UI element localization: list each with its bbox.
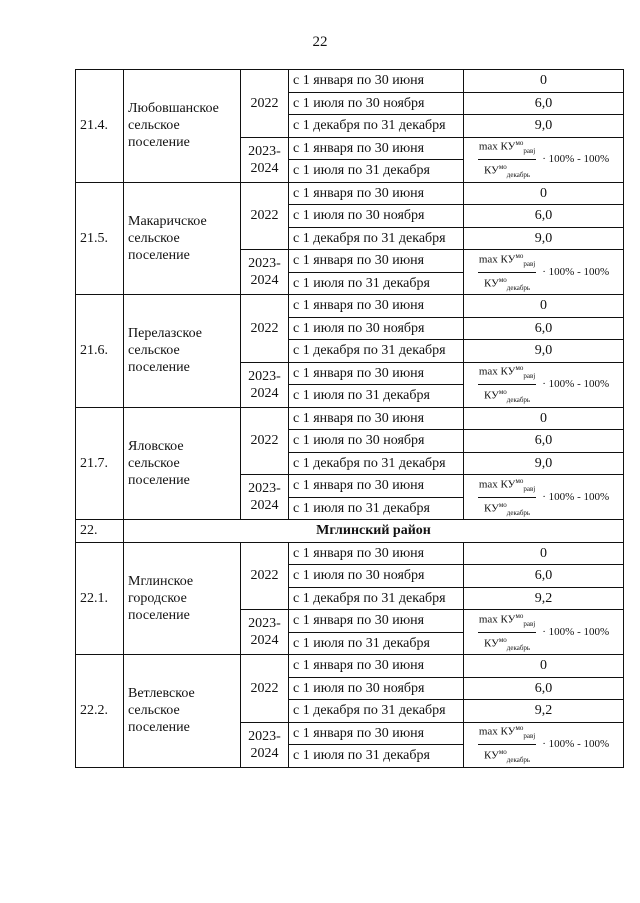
- year-range-cell: 2023- 2024: [241, 362, 289, 407]
- period-cell: с 1 июля по 31 декабря: [289, 632, 464, 655]
- period-cell: с 1 июля по 31 декабря: [289, 272, 464, 295]
- row-number: 21.6.: [76, 295, 124, 408]
- formula-numerator: [478, 722, 536, 745]
- value-cell: 9,2: [464, 700, 624, 723]
- formula-fraction: [478, 722, 536, 767]
- formula-sub: равj: [523, 619, 536, 628]
- value-cell: 6,0: [464, 430, 624, 453]
- formula-tail: · 100% - 100%: [542, 378, 610, 390]
- district-number: 22.: [76, 520, 124, 543]
- value-cell: 0: [464, 542, 624, 565]
- formula-ku: КУ: [483, 277, 499, 290]
- formula-numerator: [478, 137, 536, 160]
- tariff-formula: [468, 611, 619, 653]
- formula-ku: КУ: [500, 613, 516, 626]
- formula-ku: КУ: [500, 140, 516, 153]
- period-cell: с 1 января по 30 июня: [289, 610, 464, 633]
- formula-sub: равj: [523, 732, 536, 740]
- formula-sub: декабрь: [506, 395, 531, 404]
- formula-max: max: [478, 725, 498, 738]
- formula-sup: мо: [498, 163, 507, 171]
- value-cell: 6,0: [464, 317, 624, 340]
- value-cell: 9,0: [464, 115, 624, 138]
- tariff-formula: [468, 139, 619, 181]
- period-cell: с 1 января по 30 июня: [289, 407, 464, 430]
- formula-cell: [464, 475, 624, 520]
- formula-sub: декабрь: [506, 643, 531, 652]
- table-row: [76, 655, 624, 678]
- formula-sub: декабрь: [506, 170, 531, 179]
- formula-numerator: [478, 250, 536, 273]
- table-row: [76, 70, 624, 93]
- formula-denominator: [484, 745, 530, 767]
- formula-sup: мо: [515, 139, 524, 148]
- formula-fraction: [478, 137, 536, 182]
- period-cell: с 1 декабря по 31 декабря: [289, 587, 464, 610]
- period-cell: с 1 июля по 31 декабря: [289, 497, 464, 520]
- formula-numerator: [478, 610, 536, 633]
- period-cell: с 1 декабря по 31 декабря: [289, 227, 464, 250]
- period-cell: с 1 января по 30 июня: [289, 137, 464, 160]
- row-number: 22.1.: [76, 542, 124, 655]
- formula-fraction: [478, 362, 536, 407]
- formula-denominator: [484, 385, 530, 407]
- row-number: 21.4.: [76, 70, 124, 183]
- formula-ku: КУ: [483, 749, 499, 762]
- formula-sup: мо: [515, 724, 524, 733]
- tariff-table-body: [76, 70, 624, 768]
- formula-tail: · 100% - 100%: [542, 265, 610, 278]
- period-cell: с 1 января по 30 июня: [289, 362, 464, 385]
- tariff-formula: [468, 364, 619, 406]
- period-cell: с 1 января по 30 июня: [289, 295, 464, 318]
- formula-max: max: [478, 613, 498, 626]
- period-cell: с 1 июля по 31 декабря: [289, 745, 464, 768]
- row-number: 21.5.: [76, 182, 124, 295]
- value-cell: 0: [464, 655, 624, 678]
- value-cell: 6,0: [464, 92, 624, 115]
- formula-cell: [464, 250, 624, 295]
- formula-denominator: [484, 160, 530, 182]
- formula-ku: КУ: [483, 389, 499, 402]
- year-cell: 2022: [241, 295, 289, 363]
- formula-sub: равj: [523, 372, 536, 380]
- formula-tail: · 100% - 100%: [542, 625, 610, 638]
- period-cell: с 1 декабря по 31 декабря: [289, 115, 464, 138]
- value-cell: 0: [464, 407, 624, 430]
- formula-ku: КУ: [500, 725, 516, 738]
- formula-sup: мо: [515, 364, 524, 373]
- formula-sup: мо: [498, 275, 507, 284]
- value-cell: 9,0: [464, 227, 624, 250]
- formula-denominator: [484, 633, 530, 655]
- settlement-name: Любовшанское сельское поселение: [124, 70, 241, 183]
- year-range-cell: 2023- 2024: [241, 250, 289, 295]
- settlement-name: Ветлевское сельское поселение: [124, 655, 241, 768]
- formula-ku: КУ: [483, 502, 499, 515]
- formula-max: max: [478, 478, 498, 491]
- period-cell: с 1 января по 30 июня: [289, 475, 464, 498]
- year-cell: 2022: [241, 655, 289, 723]
- year-cell: 2022: [241, 542, 289, 610]
- value-cell: 0: [464, 70, 624, 93]
- table-row: [76, 182, 624, 205]
- formula-numerator: [478, 362, 536, 385]
- formula-denominator: [484, 273, 530, 295]
- table-row: [76, 407, 624, 430]
- tariff-formula: [468, 476, 619, 518]
- row-number: 22.2.: [76, 655, 124, 768]
- settlement-name: Перелазское сельское поселение: [124, 295, 241, 408]
- period-cell: с 1 декабря по 31 декабря: [289, 700, 464, 723]
- formula-ku: КУ: [483, 164, 499, 177]
- formula-ku: КУ: [500, 478, 516, 491]
- formula-sup: мо: [515, 611, 524, 620]
- formula-sub: равj: [523, 484, 536, 493]
- period-cell: с 1 декабря по 31 декабря: [289, 452, 464, 475]
- formula-denominator: [484, 498, 530, 520]
- formula-max: max: [478, 140, 498, 153]
- value-cell: 9,2: [464, 587, 624, 610]
- formula-sup: мо: [515, 251, 524, 260]
- period-cell: с 1 июля по 30 ноября: [289, 92, 464, 115]
- formula-fraction: [478, 250, 536, 295]
- value-cell: 6,0: [464, 677, 624, 700]
- value-cell: 6,0: [464, 205, 624, 228]
- year-cell: 2022: [241, 70, 289, 138]
- settlement-name: Макаричское сельское поселение: [124, 182, 241, 295]
- value-cell: 6,0: [464, 565, 624, 588]
- formula-tail: · 100% - 100%: [542, 490, 610, 503]
- period-cell: с 1 июля по 31 декабря: [289, 385, 464, 408]
- district-row: [76, 520, 624, 543]
- formula-sub: равj: [523, 147, 536, 155]
- formula-sup: мо: [515, 476, 524, 485]
- period-cell: с 1 июля по 30 ноября: [289, 677, 464, 700]
- year-cell: 2022: [241, 407, 289, 475]
- settlement-name: Яловское сельское поселение: [124, 407, 241, 520]
- value-cell: 0: [464, 295, 624, 318]
- formula-ku: КУ: [483, 637, 499, 650]
- district-name: Мглинский район: [124, 520, 624, 543]
- value-cell: 9,0: [464, 340, 624, 363]
- year-range-cell: 2023- 2024: [241, 722, 289, 767]
- period-cell: с 1 июля по 30 ноября: [289, 430, 464, 453]
- tariff-table: [75, 69, 624, 768]
- value-cell: 9,0: [464, 452, 624, 475]
- period-cell: с 1 января по 30 июня: [289, 182, 464, 205]
- formula-sup: мо: [498, 500, 507, 509]
- formula-sub: декабрь: [506, 755, 531, 764]
- formula-ku: КУ: [500, 253, 516, 266]
- formula-sup: мо: [498, 388, 507, 396]
- period-cell: с 1 января по 30 июня: [289, 70, 464, 93]
- formula-sub: декабрь: [506, 283, 531, 292]
- year-range-cell: 2023- 2024: [241, 610, 289, 655]
- formula-numerator: [478, 475, 536, 498]
- formula-fraction: [478, 475, 536, 520]
- year-range-cell: 2023- 2024: [241, 475, 289, 520]
- period-cell: с 1 января по 30 июня: [289, 250, 464, 273]
- formula-max: max: [478, 365, 498, 378]
- formula-cell: [464, 722, 624, 767]
- period-cell: с 1 июля по 30 ноября: [289, 565, 464, 588]
- year-cell: 2022: [241, 182, 289, 250]
- tariff-formula: [468, 724, 619, 766]
- period-cell: с 1 января по 30 июня: [289, 655, 464, 678]
- formula-sub: декабрь: [506, 508, 531, 517]
- tariff-formula: [468, 251, 619, 293]
- settlement-name: Мглинское городское поселение: [124, 542, 241, 655]
- formula-cell: [464, 610, 624, 655]
- period-cell: с 1 января по 30 июня: [289, 542, 464, 565]
- formula-sup: мо: [498, 748, 507, 756]
- formula-tail: · 100% - 100%: [542, 153, 610, 165]
- formula-cell: [464, 362, 624, 407]
- row-number: 21.7.: [76, 407, 124, 520]
- period-cell: с 1 июля по 30 ноября: [289, 317, 464, 340]
- formula-max: max: [478, 253, 498, 266]
- table-row: [76, 295, 624, 318]
- formula-ku: КУ: [500, 365, 516, 378]
- period-cell: с 1 января по 30 июня: [289, 722, 464, 745]
- formula-sub: равj: [523, 259, 536, 268]
- formula-sup: мо: [498, 635, 507, 644]
- formula-cell: [464, 137, 624, 182]
- period-cell: с 1 июля по 31 декабря: [289, 160, 464, 183]
- period-cell: с 1 июля по 30 ноября: [289, 205, 464, 228]
- year-range-cell: 2023- 2024: [241, 137, 289, 182]
- value-cell: 0: [464, 182, 624, 205]
- formula-fraction: [478, 610, 536, 655]
- table-row: [76, 542, 624, 565]
- period-cell: с 1 декабря по 31 декабря: [289, 340, 464, 363]
- formula-tail: · 100% - 100%: [542, 738, 610, 750]
- page-number: 22: [312, 34, 328, 50]
